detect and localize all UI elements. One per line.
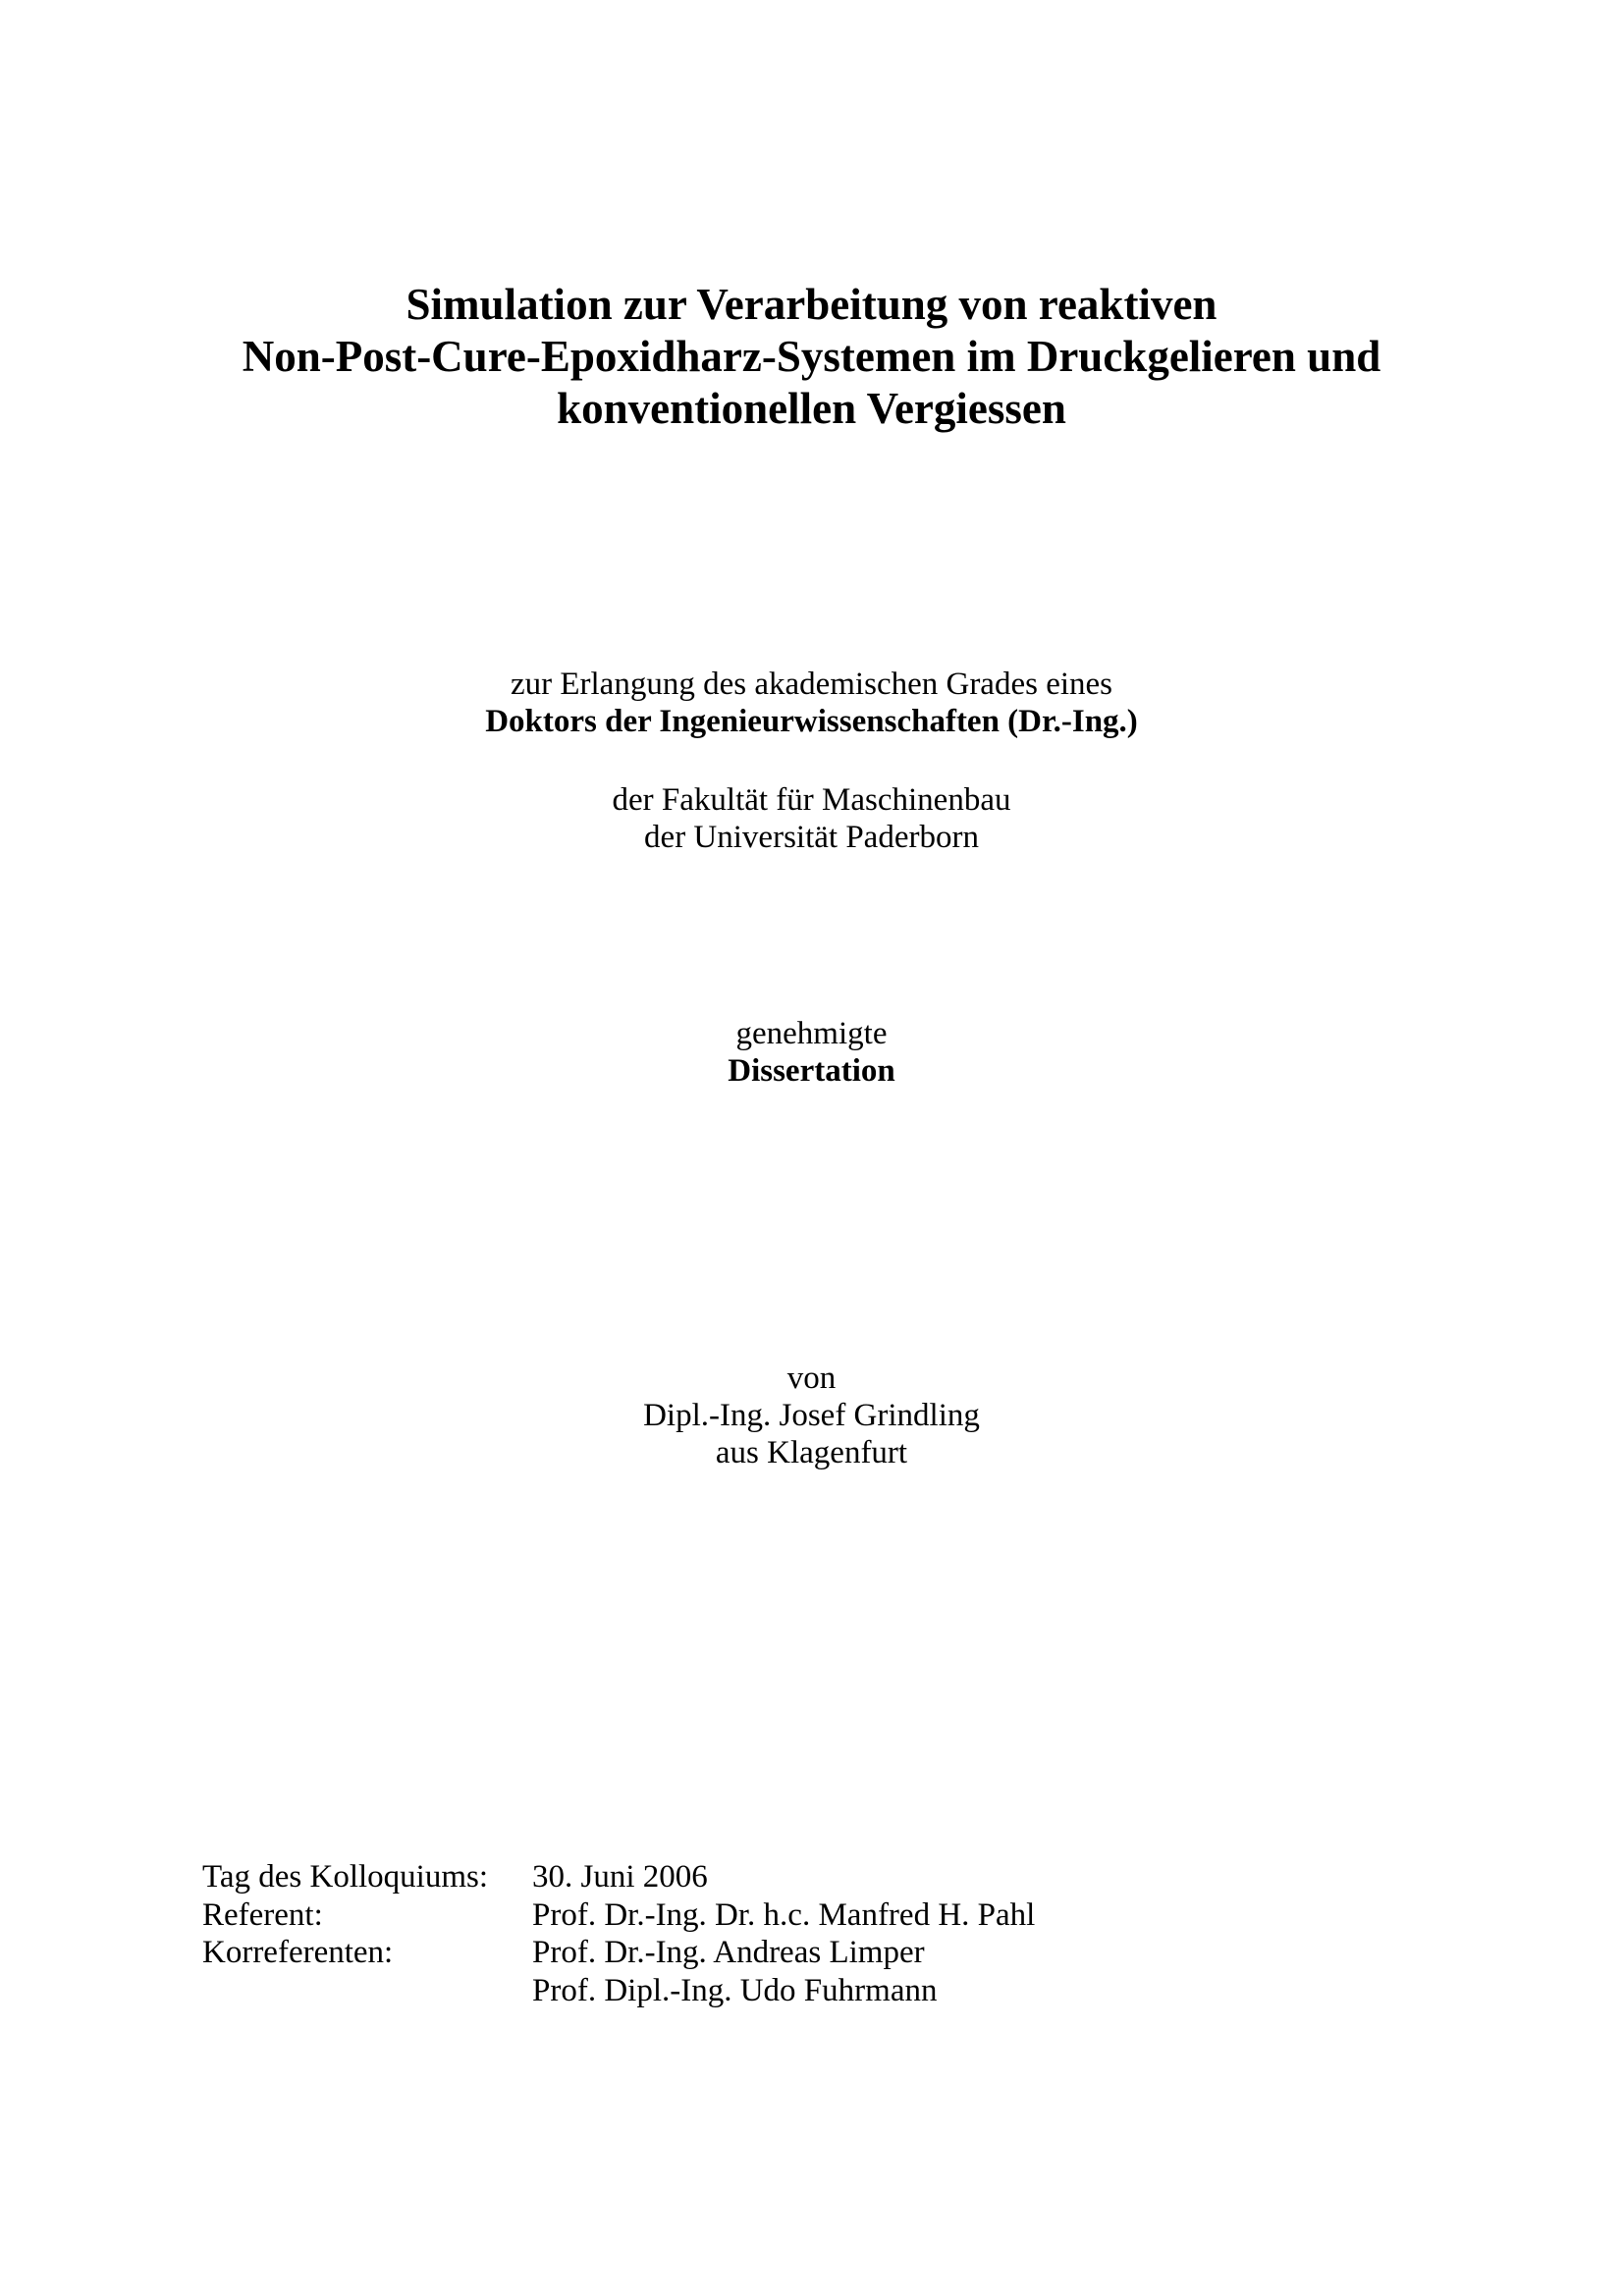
thesis-title-line-3: konventionellen Vergiessen — [557, 384, 1066, 433]
approval-statement — [0, 1015, 1623, 1090]
co-referee-name-1: Prof. Dr.-Ing. Andreas Limper — [532, 1935, 925, 1970]
thesis-title — [0, 279, 1623, 435]
colloquium-details — [202, 1858, 1035, 2009]
degree-purpose: zur Erlangung des akademischen Grades eines — [510, 667, 1112, 702]
approval-label: genehmigte — [735, 1016, 888, 1051]
faculty-statement — [0, 781, 1623, 856]
colloquium-date-value: 30. Juni 2006 — [532, 1859, 708, 1895]
colloquium-row — [202, 1858, 1035, 1896]
colloquium-date-label: Tag des Kolloquiums: — [202, 1859, 489, 1895]
author-origin: aus Klagenfurt — [715, 1435, 908, 1470]
referee-name: Prof. Dr.-Ing. Dr. h.c. Manfred H. Pahl — [532, 1896, 1036, 1933]
co-referees-label: Korreferenten: — [202, 1935, 394, 1970]
referee-label: Referent: — [202, 1896, 323, 1933]
colloquium-row — [202, 1972, 1035, 2010]
co-referee-name-2: Prof. Dipl.-Ing. Udo Fuhrmann — [532, 1972, 938, 2008]
colloquium-row — [202, 1896, 1035, 1935]
university-name: der Universität Paderborn — [644, 820, 979, 855]
thesis-title-line-2: Non-Post-Cure-Epoxidharz-Systemen im Druckgelieren und — [242, 332, 1381, 381]
thesis-title-line-1: Simulation zur Verarbeitung von reaktiven — [406, 280, 1217, 329]
degree-title: Doktors der Ingenieurwissenschaften (Dr.-Ing.) — [485, 704, 1138, 739]
co-referees-label-empty — [202, 1972, 532, 2010]
document-type: Dissertation — [728, 1053, 895, 1089]
degree-statement — [0, 666, 1623, 740]
author-by: von — [786, 1361, 837, 1396]
faculty-name: der Fakultät für Maschinenbau — [612, 782, 1011, 818]
colloquium-row — [202, 1934, 1035, 1972]
author-block — [0, 1360, 1623, 1471]
author-name: Dipl.-Ing. Josef Grindling — [643, 1398, 980, 1433]
